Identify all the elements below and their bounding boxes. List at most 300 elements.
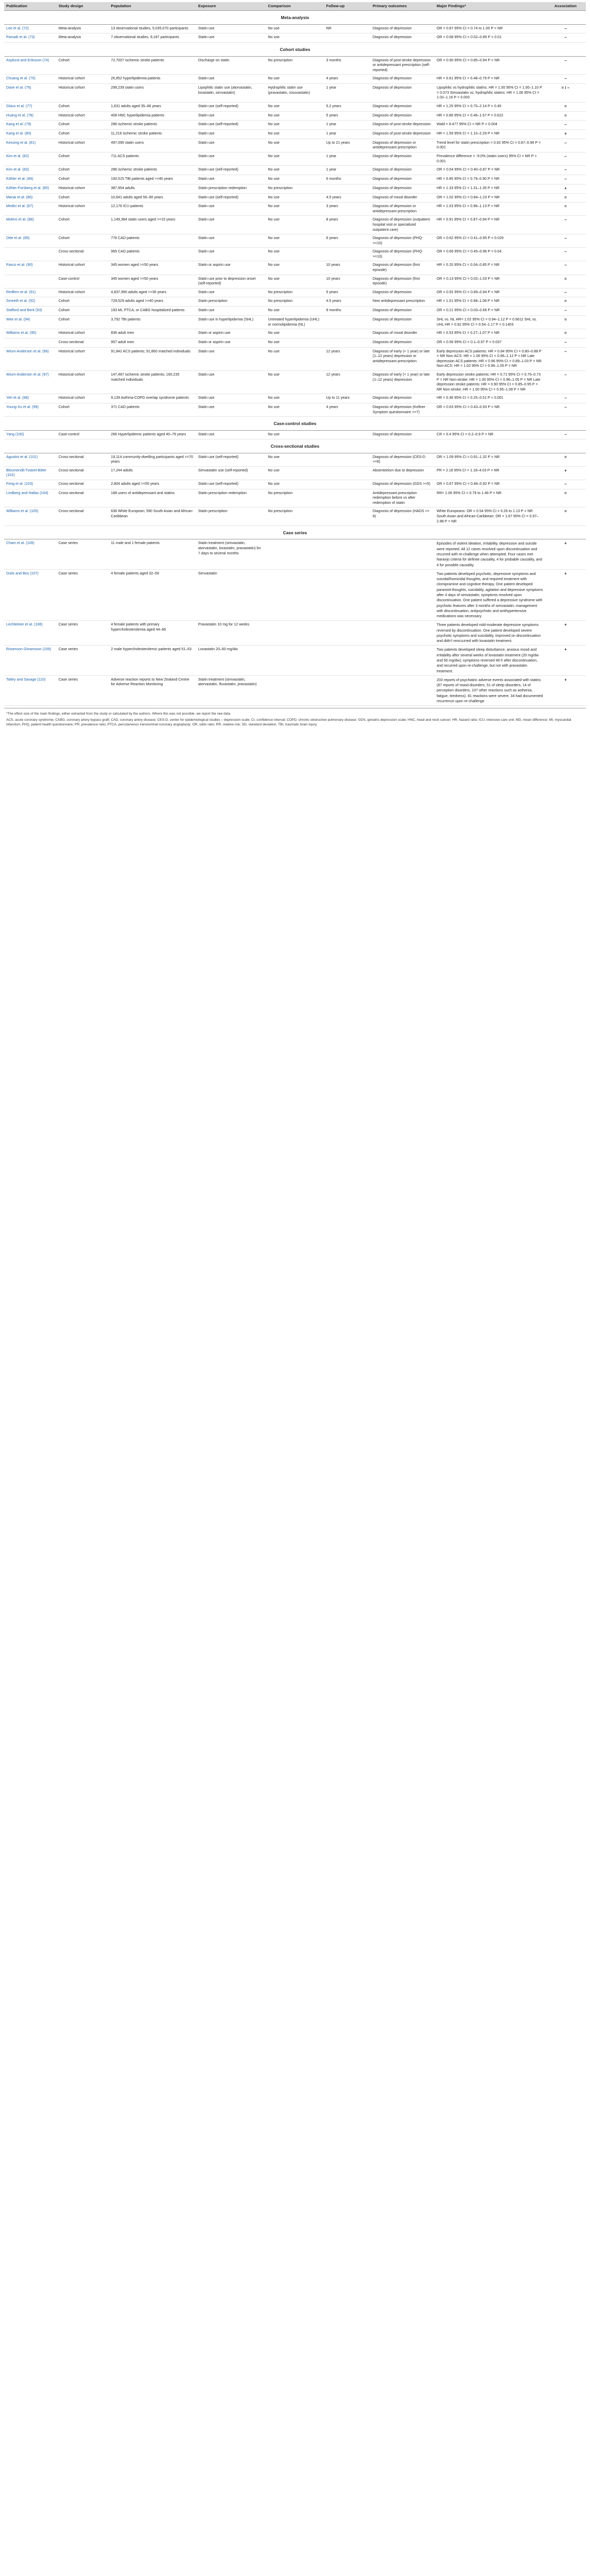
publication-cell: Yeh et al. (98) — [4, 394, 57, 403]
exposure-cell: Statin or aspirin use — [196, 338, 266, 347]
publication-cell: Stafford and Berk (93) — [4, 307, 57, 316]
exposure-cell: Statin use in hyperlipidemia (SHL) — [196, 316, 266, 329]
major-findings-cell: Two patients developed sleep disturbance, anxious mood and irritability after several weeks of lovastatin treatment (20 mg/dw and 60 mg/dw); symptoms reversed 48 h after discontinuation, and recurred upon re-challenge, but not with pravastatin treatment. — [435, 646, 545, 675]
publication-cell: Kessing et al. (81) — [4, 139, 57, 152]
population-cell: 965 CAD patients — [109, 248, 196, 261]
primary-outcome-cell: Diagnosis of depression (HADS >= 8) — [371, 507, 435, 526]
primary-outcome-cell: Diagnosis of depression (Kellner Symptom questionnaire >=7) — [371, 403, 435, 417]
major-findings-cell: Three patients developed mild-moderate depressive symptoms reversed by discontinuation. One patient developed severe psychotic symptoms and suicidality, improved on discontinuation and didn't reoccurred with lovastatin treatment. — [435, 621, 545, 646]
follow-up-cell: Up to 21 years — [324, 139, 370, 152]
exposure-cell: Lipophilic statin use (atorvastatin, lovastatin, simvastatin) — [196, 84, 266, 103]
comparison-cell: No use — [266, 102, 324, 111]
follow-up-cell: 1 year — [324, 84, 370, 103]
study-design-cell: Case series — [57, 646, 109, 675]
comparison-cell: No use — [266, 453, 324, 466]
primary-outcome-cell: New antidepressant prescription — [371, 297, 435, 307]
exposure-cell: Statin use (self-reported) — [196, 102, 266, 111]
exposure-cell: Statin use — [196, 403, 266, 417]
major-findings-cell: Wald = 8.477 95% CI = NR P = 0.004 — [435, 121, 545, 130]
follow-up-cell — [324, 329, 370, 338]
table-row — [4, 316, 586, 329]
section-title: Meta-analysis — [4, 11, 586, 24]
population-cell: 193 MI, PTCA, or CABG hospitalized patients — [109, 307, 196, 316]
association-cell: + — [545, 130, 586, 139]
primary-outcome-cell: Diagnosis of post-stroke depression — [371, 121, 435, 130]
exposure-cell: Statin use — [196, 371, 266, 394]
study-design-cell: Cohort — [57, 403, 109, 417]
follow-up-cell — [324, 507, 370, 526]
study-design-cell: Cross-sectional — [57, 248, 109, 261]
major-findings-cell: OR = 0.62 95% CI = 0.41–0.95 P = 0.029 — [435, 234, 545, 248]
association-cell: = — [545, 202, 586, 216]
association-cell: = — [545, 507, 586, 526]
follow-up-cell — [324, 184, 370, 193]
primary-outcome-cell: Diagnosis of depression (PHQ->=10) — [371, 234, 435, 248]
major-findings-cell: 203 reports of psychiatric adverse events associated with statins (87 reports of mood disorders, 51 of sleep disorders, 14 of perception disorders, 107 other reactions such as asthenia, fatigue, tiredness). 81 reactions were severe, 34 had documented recurrence upon re-challenge — [435, 675, 545, 705]
primary-outcome-cell: Diagnosis of depression (GDS >=5) — [371, 480, 435, 489]
primary-outcome-cell: Absenteeism due to depression — [371, 466, 435, 480]
population-cell: 497,095 statin users — [109, 139, 196, 152]
study-design-cell: Cohort — [57, 216, 109, 234]
study-design-cell: Cohort — [57, 193, 109, 202]
study-design-cell: Cohort — [57, 316, 109, 329]
association-cell: = — [545, 193, 586, 202]
table-row — [4, 307, 586, 316]
study-design-cell: Cohort — [57, 234, 109, 248]
primary-outcome-cell: Diagnosis of depression — [371, 338, 435, 347]
table-row — [4, 184, 586, 193]
comparison-cell — [266, 675, 324, 705]
table-row — [4, 121, 586, 130]
population-cell: 266 Hyperlipidemic patients aged 40–79 years — [109, 430, 196, 439]
follow-up-cell — [324, 621, 370, 646]
exposure-cell: Statin use — [196, 288, 266, 297]
comparison-cell: No prescription — [266, 288, 324, 297]
exposure-cell: Statin prescription — [196, 507, 266, 526]
association-cell: = — [545, 275, 586, 288]
association-cell: + — [545, 569, 586, 621]
exposure-cell: Statin use — [196, 307, 266, 316]
major-findings-cell: SHL vs. NL HR= 1.02 95% CI = 0.94–1.12 P = 0.6611 SHL vs. UHL HR = 0.82 95% CI = 0.54–1.17 P = 0.1403 — [435, 316, 545, 329]
association-cell: – — [545, 33, 586, 43]
publication-cell: Yang (100) — [4, 430, 57, 439]
table-row — [4, 234, 586, 248]
comparison-cell: No use — [266, 75, 324, 84]
comparison-cell: No use — [266, 121, 324, 130]
exposure-cell: Statin use — [196, 33, 266, 43]
primary-outcome-cell: Diagnosis of depression — [371, 430, 435, 439]
population-cell: 711 ACS patients — [109, 152, 196, 166]
major-findings-cell: Two patients developed psychotic, depressive symptoms and suicidal/homicidal thoughts, and required treatment with clomipramine and cognitive therapy. One patient developed paranoid thoughts, suicidality, agitation and depressive symptoms after 4 days of simvastatin; symptoms resolved upon discontinuation. One patient suffered a depressive syndrome with psychotic features after 3 months of simvastatin; management with discontinuation, antipsychotic and antihypertensive medications was necessary. — [435, 569, 545, 621]
publication-cell: Redfern et al. (91) — [4, 288, 57, 297]
table-row — [4, 480, 586, 489]
major-findings-cell: HR = 0.61 95% CI = 0.48–0.79 P = NR — [435, 75, 545, 84]
follow-up-cell: 5.2 years — [324, 102, 370, 111]
major-findings-cell: HR = 0.20 95% CI = 0.04–0.85 P = NR — [435, 261, 545, 275]
comparison-cell: No use — [266, 307, 324, 316]
exposure-cell: Lovastatin 20–60 mg/dw — [196, 646, 266, 675]
publication-cell: Wee et al. (94) — [4, 316, 57, 329]
section-header-row — [4, 439, 586, 453]
major-findings-cell: HR = 0.85 95% CI = 0.79–0.90 P = NR — [435, 175, 545, 184]
primary-outcome-cell: Diagnosis of depression — [371, 184, 435, 193]
study-design-cell: Case series — [57, 569, 109, 621]
comparison-cell: No prescription — [266, 56, 324, 75]
study-design-cell: Historical cohort — [57, 75, 109, 84]
follow-up-cell: 12 years — [324, 371, 370, 394]
population-cell: 11,216 ischemic stroke patients — [109, 130, 196, 139]
population-cell: 100,515 TBI patients aged >=40 years — [109, 175, 196, 184]
study-design-cell: Historical cohort — [57, 394, 109, 403]
follow-up-cell: 6 months — [324, 175, 370, 184]
exposure-cell: Statin use (self-reported) — [196, 166, 266, 175]
exposure-cell: Statin prescription redemption — [196, 184, 266, 193]
exposure-cell: Simvastatin — [196, 569, 266, 621]
study-design-cell: Historical cohort — [57, 347, 109, 370]
exposure-cell: Statin use — [196, 152, 266, 166]
table-row — [4, 430, 586, 439]
follow-up-cell — [324, 248, 370, 261]
exposure-cell: Statin use prior to depression onset (self-reported) — [196, 275, 266, 288]
publication-cell: Agustini et al. (101) — [4, 453, 57, 466]
publication-cell: Otte et al. (89) — [4, 234, 57, 248]
primary-outcome-cell: Diagnosis of depression — [371, 288, 435, 297]
population-cell: 2 male hypercholesterolemic patients aged 51–53 — [109, 646, 196, 675]
population-cell: 957 adult men — [109, 338, 196, 347]
table-row — [4, 569, 586, 621]
exposure-cell: Statin or aspirin use — [196, 329, 266, 338]
column-header: Follow-up — [324, 2, 370, 11]
follow-up-cell: 3 months — [324, 56, 370, 75]
primary-outcome-cell: Diagnosis of depression — [371, 84, 435, 103]
comparison-cell: No use — [266, 394, 324, 403]
publication-cell: Bloumendli-Tutarel-Bitter (102) — [4, 466, 57, 480]
table-row — [4, 489, 586, 507]
study-design-cell: Cross-sectional — [57, 480, 109, 489]
table-row — [4, 130, 586, 139]
publication-cell: Huang et al. (78) — [4, 111, 57, 121]
comparison-cell — [266, 646, 324, 675]
follow-up-cell: Up to 11 years — [324, 394, 370, 403]
major-findings-cell: Early depression stroke patients: HR = 0.71 95% CI = 0.70–0.73 P = NR Non-stroke: HR = 1.00 95% CI = 0.96–1.05 P = NR Late depression stroke patients: HR = 0.90 95% CI = 0.85–0.95 P = NR Non-stroke: HR = 1.00 95% CI = 0.95–1.08 P = NR — [435, 371, 545, 394]
major-findings-cell: OR = 0.66 95% CI = 0.45–0.96 P = 0.04 — [435, 248, 545, 261]
table-row — [4, 216, 586, 234]
follow-up-cell — [324, 453, 370, 466]
table-row — [4, 297, 586, 307]
primary-outcome-cell: Diagnosis of mood disorder — [371, 329, 435, 338]
study-design-cell: Cohort — [57, 102, 109, 111]
major-findings-cell: OR = 0.90 95% CI = 0.85–0.94 P = NR — [435, 56, 545, 75]
table-row — [4, 111, 586, 121]
association-cell: – — [545, 261, 586, 275]
population-cell: 19,114 community-dwelling participants aged >=70 years — [109, 453, 196, 466]
population-cell: 729,529 adults aged >=40 years — [109, 297, 196, 307]
exposure-cell: Statin use — [196, 75, 266, 84]
population-cell: 4 female patients with primary hypercholesterolemia aged 44–66 — [109, 621, 196, 646]
follow-up-cell: 4.5 years — [324, 297, 370, 307]
studies-table — [4, 2, 586, 706]
table-row — [4, 394, 586, 403]
publication-cell: Kim et al. (82) — [4, 152, 57, 166]
population-cell: 10,641 adults aged 50–90 years — [109, 193, 196, 202]
study-design-cell: Cohort — [57, 175, 109, 184]
study-design-cell: Cohort — [57, 297, 109, 307]
major-findings-cell: RR= 1.06 95% CI = 0.79 to 1.46 P = NR — [435, 489, 545, 507]
population-cell: 299,239 statin users — [109, 84, 196, 103]
study-design-cell: Case series — [57, 621, 109, 646]
table-footnotes — [4, 708, 586, 727]
comparison-cell: No use — [266, 33, 324, 43]
exposure-cell: Pravastatin 10 mg for 12 weeks — [196, 621, 266, 646]
primary-outcome-cell: Diagnosis of depression — [371, 75, 435, 84]
column-header: Publication — [4, 2, 57, 11]
population-cell: 408 HNC hyperlipidemia patients — [109, 111, 196, 121]
population-cell: 11 male and 1 female patients — [109, 539, 196, 569]
table-row — [4, 24, 586, 33]
major-findings-cell: HR = 0.86 95% CI = 0.46–1.57 P = 0.622 — [435, 111, 545, 121]
follow-up-cell: 10 years — [324, 275, 370, 288]
population-cell: 12,176 ICU patients — [109, 202, 196, 216]
comparison-cell — [266, 539, 324, 569]
exposure-cell: Discharge on statin — [196, 56, 266, 75]
comparison-cell: No use — [266, 166, 324, 175]
comparison-cell: No use — [266, 347, 324, 370]
population-cell: 91,842 ACS patients; 91,860 matched individuals — [109, 347, 196, 370]
major-findings-cell: OR = 0.13 95% CI = 0.02–1.03 P = NR — [435, 275, 545, 288]
major-findings-cell: HR = 1.01 95% CI = 0.98–1.08 P = NR — [435, 297, 545, 307]
publication-cell: Smeeth et al. (92) — [4, 297, 57, 307]
publication-cell: Glaus et al. (77) — [4, 102, 57, 111]
table-row — [4, 338, 586, 347]
comparison-cell: No use — [266, 139, 324, 152]
column-header: Primary outcomes — [371, 2, 435, 11]
major-findings-cell: CR = 0.4 95% CI = 0.2–0.9 P = NR — [435, 430, 545, 439]
exposure-cell: Simvastatin use (self-reported) — [196, 466, 266, 480]
major-findings-cell: OR = 0.67 95% CI = 0.48–0.92 P = NR — [435, 480, 545, 489]
publication-cell: Young-Xu et al. (99) — [4, 403, 57, 417]
major-findings-cell: Episodes of violent ideation, irritability, depression and suicide were reported. All 12 cases resolved upon discontinuation and recurred with re-challenge when attempted. Four cases met Naranjo criteria for definite causality, 4 for probable causality, and 4 for possible causality. — [435, 539, 545, 569]
major-findings-cell: OR = 1.02 95% CI = 0.84–1.23 P = NR — [435, 193, 545, 202]
primary-outcome-cell: Diagnosis of depression (outpatient hospital visit or specialized outpatient care) — [371, 216, 435, 234]
primary-outcome-cell — [371, 646, 435, 675]
primary-outcome-cell: Antidepressant prescription redemption before vs after redemption of statin — [371, 489, 435, 507]
study-design-cell: Cohort — [57, 152, 109, 166]
study-design-cell: Historical cohort — [57, 329, 109, 338]
study-design-cell: Cohort — [57, 307, 109, 316]
association-cell: + — [545, 184, 586, 193]
table-row — [4, 675, 586, 705]
table-row — [4, 166, 586, 175]
footnote-text: ACS, acute coronary syndrome; CABG, coronary artery bypass graft; CAD, coronary artery disease; CES-D, center for epidemiological studies – depression scale; CI, confidence interval; COPD, chronic obstructive pulmonary disease; GDS, geriatric depression scale; HNC, head and neck cancer; HR, hazard ratio; ICU, intensive care unit; MD, mean difference; MI, myocardial infarction; PHQ, patient health questionnaire; PR, prevalence ratio; PTCA, percutaneous transluminal coronary angioplasty; OR, odds ratio; RR, relative risk; SD, standard deviation; TBI, traumatic brain injury. — [6, 718, 571, 726]
association-cell: – — [545, 234, 586, 248]
association-cell: – — [545, 288, 586, 297]
table-row — [4, 33, 586, 43]
study-design-cell: Cross-sectional — [57, 489, 109, 507]
exposure-cell: Statin treatment (simvastatin, atorvastatin, lovastatin, pravastatin) for 7 days to several months — [196, 539, 266, 569]
association-cell: – — [545, 248, 586, 261]
association-cell: – — [545, 152, 586, 166]
follow-up-cell: 8 years — [324, 216, 370, 234]
exposure-cell: Statin use (self-reported) — [196, 193, 266, 202]
study-design-cell: Case series — [57, 539, 109, 569]
publication-cell: Feng et al. (103) — [4, 480, 57, 489]
comparison-cell: No use — [266, 371, 324, 394]
population-cell: 17,244 adults — [109, 466, 196, 480]
population-cell: 286 ischemic stroke patients — [109, 121, 196, 130]
comparison-cell: No use — [266, 275, 324, 288]
table-row — [4, 193, 586, 202]
major-findings-cell: HR = 0.91 95% CI = 0.87–0.94 P = NR — [435, 216, 545, 234]
association-cell: = — [545, 453, 586, 466]
population-cell: 387,954 adults — [109, 184, 196, 193]
association-cell: = — [545, 102, 586, 111]
study-design-cell: Case-control — [57, 275, 109, 288]
primary-outcome-cell: Diagnosis of depression — [371, 24, 435, 33]
publication-cell: Tatley and Savage (110) — [4, 675, 57, 705]
publication-cell: Kim et al. (83) — [4, 166, 57, 175]
major-findings-cell: OR = 0.68 95% CI = 0.52–0.89 P = 0.01 — [435, 33, 545, 43]
publication-cell: Manai et al. (86) — [4, 193, 57, 202]
follow-up-cell: 4 years — [324, 403, 370, 417]
follow-up-cell — [324, 430, 370, 439]
follow-up-cell — [324, 489, 370, 507]
section-header-row — [4, 526, 586, 539]
primary-outcome-cell: Diagnosis of post-stroke depression or antidepressant prescription (self-reported) — [371, 56, 435, 75]
follow-up-cell: 9 months — [324, 307, 370, 316]
exposure-cell: Statin use — [196, 347, 266, 370]
comparison-cell: No use — [266, 111, 324, 121]
follow-up-cell: 4 years — [324, 75, 370, 84]
follow-up-cell — [324, 569, 370, 621]
follow-up-cell: 1 year — [324, 166, 370, 175]
study-design-cell: Cohort — [57, 130, 109, 139]
publication-cell: Dave et al. (76) — [4, 84, 57, 103]
association-cell: – — [545, 139, 586, 152]
major-findings-cell: OR = 0.63 95% CI = 0.43–0.93 P = NR — [435, 403, 545, 417]
association-cell: + — [545, 675, 586, 705]
exposure-cell: Statin use — [196, 111, 266, 121]
publication-cell: Asplund and Eriksson (74) — [4, 56, 57, 75]
population-cell: 13 observational studies, 5,035,070 participants — [109, 24, 196, 33]
section-header-row — [4, 417, 586, 430]
association-cell: = — [545, 297, 586, 307]
follow-up-cell: 10 years — [324, 261, 370, 275]
primary-outcome-cell: Diagnosis of post-stroke depression — [371, 130, 435, 139]
association-cell: + — [545, 621, 586, 646]
population-cell: 1,149,384 statin users aged >=15 years — [109, 216, 196, 234]
comparison-cell: No prescription — [266, 184, 324, 193]
association-cell: – — [545, 166, 586, 175]
comparison-cell: No use — [266, 175, 324, 184]
association-cell: = / – — [545, 84, 586, 103]
study-design-cell: Historical cohort — [57, 288, 109, 297]
document — [4, 2, 586, 727]
follow-up-cell: 3 years — [324, 202, 370, 216]
association-cell: – — [545, 216, 586, 234]
association-cell: – — [545, 338, 586, 347]
study-design-cell: Historical cohort — [57, 202, 109, 216]
population-cell: 9,139 Asthma-COPD overlap syndrome patients — [109, 394, 196, 403]
primary-outcome-cell: Diagnosis of mood disorder — [371, 193, 435, 202]
association-cell: – — [545, 307, 586, 316]
follow-up-cell: 5 years — [324, 111, 370, 121]
primary-outcome-cell: Diagnosis of depression — [371, 102, 435, 111]
publication-cell: Duits and Bos (107) — [4, 569, 57, 621]
table-row — [4, 84, 586, 103]
major-findings-cell: HR = 1.33 95% CI = 1.31–1.35 P = NR — [435, 184, 545, 193]
primary-outcome-cell: Diagnosis of depression (CES-D >=8) — [371, 453, 435, 466]
follow-up-cell — [324, 33, 370, 43]
column-header: Association — [545, 2, 586, 11]
primary-outcome-cell: Diagnosis of early (< 1 year) or late (1–12 years) depression — [371, 371, 435, 394]
section-header-row — [4, 43, 586, 56]
table-row — [4, 329, 586, 338]
population-cell: 776 CAD patients — [109, 234, 196, 248]
association-cell: – — [545, 394, 586, 403]
comparison-cell: No use — [266, 216, 324, 234]
exposure-cell: Statin use — [196, 175, 266, 184]
section-title: Case-control studies — [4, 417, 586, 430]
study-design-cell: Case series — [57, 675, 109, 705]
study-design-cell: Cohort — [57, 121, 109, 130]
comparison-cell: No use — [266, 152, 324, 166]
primary-outcome-cell: Diagnosis of depression — [371, 175, 435, 184]
column-header: Study design — [57, 2, 109, 11]
population-cell: 72,7007 ischemic stroke patients — [109, 56, 196, 75]
publication-cell: Wium-Andersen et al. (96) — [4, 347, 57, 370]
study-design-cell: Historical cohort — [57, 184, 109, 193]
table-row — [4, 261, 586, 275]
population-cell: 147,487 ischemic stroke patients; 160,235 matched individuals — [109, 371, 196, 394]
section-header-row — [4, 11, 586, 24]
association-cell: + — [545, 646, 586, 675]
association-cell: – — [545, 403, 586, 417]
comparison-cell: No use — [266, 193, 324, 202]
population-cell: 636 White European; 590 South Asian and African-Caribbean — [109, 507, 196, 526]
publication-cell: Kang et al. (80) — [4, 130, 57, 139]
major-findings-cell: Trend level for statin prescription = 0.92 95% CI = 0.87–0.96 P = 0.001 — [435, 139, 545, 152]
table-row — [4, 347, 586, 370]
follow-up-cell: 1 year — [324, 152, 370, 166]
column-header: Comparison — [266, 2, 324, 11]
comparison-cell: No use — [266, 329, 324, 338]
table-row — [4, 507, 586, 526]
primary-outcome-cell: Diagnosis of depression (first episode) — [371, 275, 435, 288]
association-cell: – — [545, 121, 586, 130]
publication-cell: Kang et al. (79) — [4, 121, 57, 130]
exposure-cell: Statin use — [196, 248, 266, 261]
study-design-cell: Cross-sectional — [57, 507, 109, 526]
study-design-cell: Cross-sectional — [57, 466, 109, 480]
table-row — [4, 646, 586, 675]
publication-cell: Williams et al. (95) — [4, 329, 57, 338]
table-body — [4, 11, 586, 706]
comparison-cell: Hydrophilic statin use (pravastatin, rosuvastatin) — [266, 84, 324, 103]
population-cell: 4,837,990 adults aged >=35 years — [109, 288, 196, 297]
comparison-cell — [266, 621, 324, 646]
population-cell: 345 women aged >=50 years — [109, 275, 196, 288]
follow-up-cell — [324, 646, 370, 675]
major-findings-cell: Early depression ACS patients: HR = 0.84 95% CI = 0.80–0.88 P = NR Non-ACS: HR = 1.06 95% CI = 0.96–1.12 P = NR Late depression ACS patients: HR = 0.96 95% CI = 0.89–1.03 P = NR Non-ACS: HR = 1.02 95% CI = 0.96–1.05 P = NR — [435, 347, 545, 370]
major-findings-cell: HR = 0.53 95% CI = 0.27–1.07 P = NR — [435, 329, 545, 338]
table-row — [4, 202, 586, 216]
major-findings-cell: Lipophilic vs hydrophilic statins: HR = 1.00 95% CI = 1.00–1.10 P = 0.073 Simvastatin vs. hydrophilic statins: HR = 1.06 95% CI = 1.02–1.16 P = 0.003 — [435, 84, 545, 103]
follow-up-cell — [324, 539, 370, 569]
comparison-cell: No use — [266, 202, 324, 216]
publication-cell: Williams et al. (105) — [4, 507, 57, 526]
association-cell: – — [545, 480, 586, 489]
table-row — [4, 275, 586, 288]
